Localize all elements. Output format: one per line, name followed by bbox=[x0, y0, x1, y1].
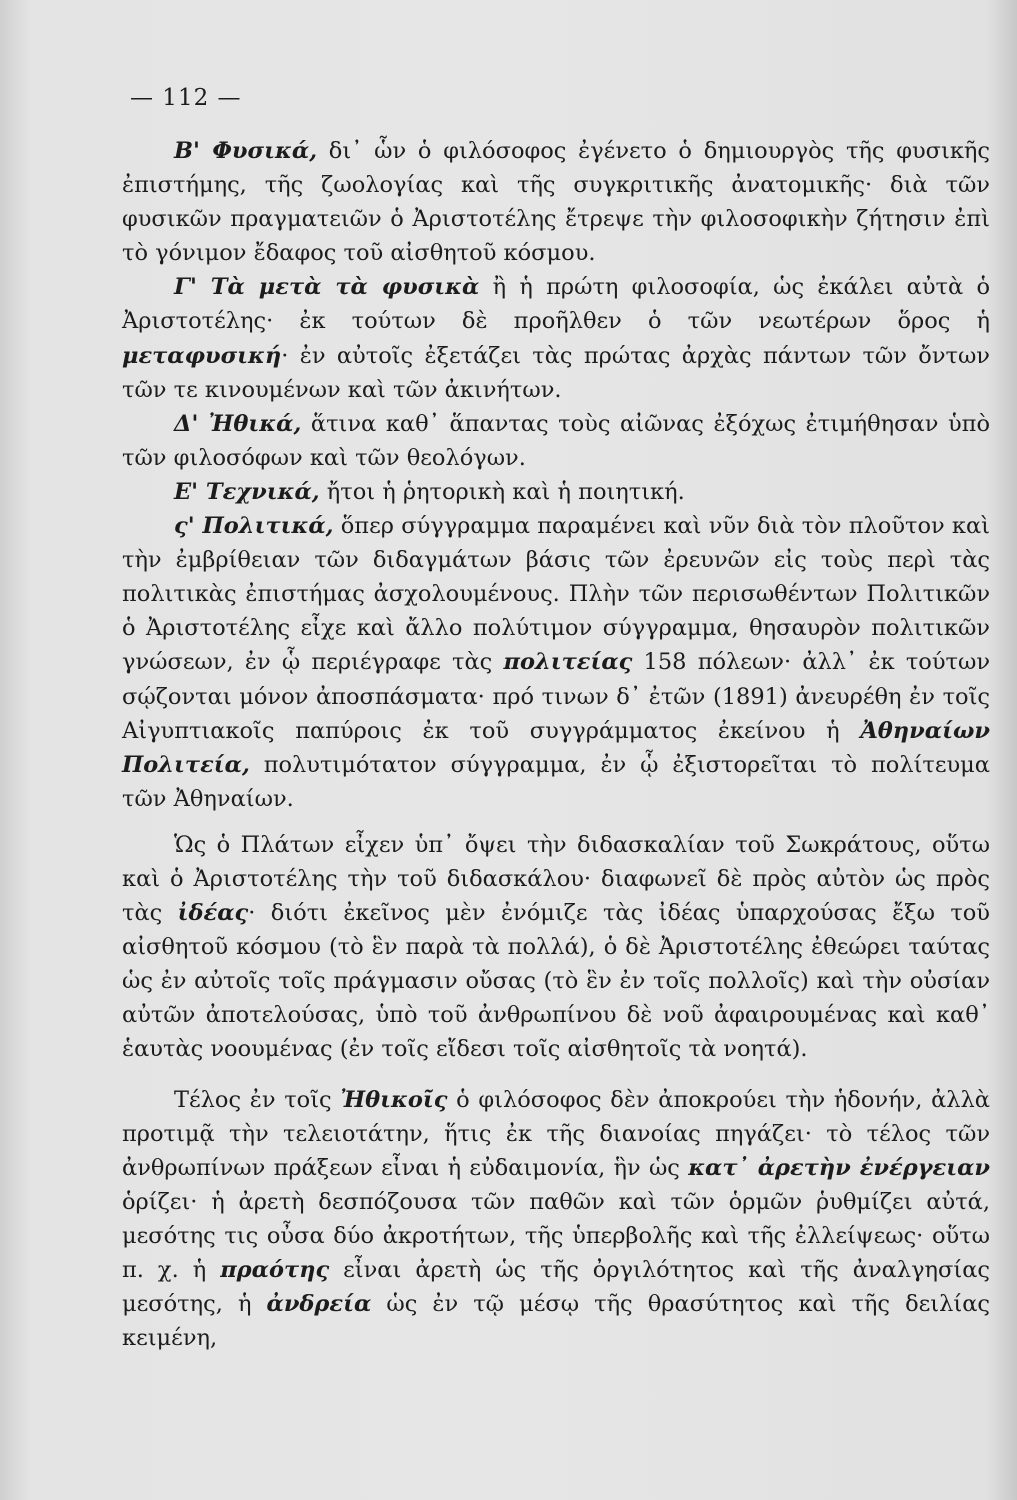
section-heading: Β' Φυσικά, bbox=[174, 138, 318, 164]
paragraph-text: ὡς ἐν τῷ μέσῳ τῆς θρασύτητος καὶ τῆς δειλίας κειμένη, bbox=[122, 1291, 990, 1352]
section-metaphysics bbox=[122, 270, 990, 406]
section-text: 158 πόλεων· ἀλλ᾽ ἐκ τούτων σῴζονται μόνον ἀποσπάσματα· πρό τινων δ᾽ ἐτῶν (1891) ἀνευρέθη ἐν τοῖς Αἰγυπτιακοῖς παπύροις ἐκ τοῦ συγγράμματος ἐκείνου ἡ bbox=[122, 649, 990, 744]
section-politics bbox=[122, 509, 990, 816]
section-heading: Δ' Ἠθικά, bbox=[174, 410, 302, 437]
paragraph-text: · διότι ἐκεῖνος μὲν ἐνόμιζε τὰς ἰδέας ὑπαρχούσας ἔξω τοῦ αἰσθητοῦ κόσμου (τὸ ἓν παρὰ τὰ πολλά), ὁ δὲ Ἀριστοτέλης ἐθεώρει ταύτας ὡς ἐν αὐτοῖς τοῖς πράγμασιν οὔσας (τὸ ἓν ἐν τοῖς πολλοῖς) καὶ τὴν οὐσίαν αὐτῶν ἀποτελούσας, ὑπὸ τοῦ ἀνθρωπίνου δὲ νοῦ ἀφαιρουμένας καὶ καθ᾽ ἑαυτὰς νοουμένας (ἐν τοῖς εἴδεσι τοῖς αἰσθητοῖς τὰ νοητά). bbox=[122, 900, 990, 1063]
section-physics bbox=[122, 134, 990, 270]
emphasized-term: πραότης bbox=[220, 1257, 330, 1283]
section-text: ἤτοι ἡ ῥητορικὴ καὶ ἡ ποιητική. bbox=[319, 478, 685, 505]
paragraph-text: ὁρίζει· ἡ ἀρετὴ δεσπόζουσα τῶν παθῶν καὶ τῶν ὁρμῶν ῥυθμίζει αὐτά, μεσότης τις οὖσα δύο ἀκροτήτων, τῆς ὑπερβολῆς καὶ τῆς ἐλλείψεως· οὕτω π. χ. ἡ bbox=[122, 1188, 990, 1283]
emphasized-term: κατ᾽ ἀρετὴν ἐνέργειαν bbox=[688, 1154, 991, 1181]
paragraph-text: ὁ φιλόσοφος δὲν ἀποκρούει τὴν ἡδονήν, ἀλλὰ προτιμᾷ τὴν τελειοτάτην, ἥτις ἐκ τῆς διανοίας πηγάζει· τὸ τέλος τῶν ἀνθρωπίνων πράξεων εἶναι ἡ εὐδαιμονία, ἣν ὡς bbox=[122, 1086, 990, 1181]
emphasized-term: μεταφυσική bbox=[122, 342, 282, 369]
section-text: δι᾽ ὧν ὁ φιλόσοφος ἐγένετο ὁ δημιουργὸς τῆς φυσικῆς ἐπιστήμης, τῆς ζωολογίας καὶ τῆς συγκριτικῆς ἀνατομικῆς· διὰ τῶν φυσικῶν πραγματειῶν ὁ Ἀριστοτέλης ἔτρεψε τὴν φιλοσοφικὴν ζήτησιν ἐπὶ τὸ γόνιμον ἔδαφος τοῦ αἰσθητοῦ κόσμου. bbox=[122, 138, 990, 267]
section-text: ἢ ἡ πρώτη φιλοσοφία, ὡς ἐκάλει αὐτὰ ὁ Ἀριστοτέλης· ἐκ τούτων δὲ προῆλθεν ὁ τῶν νεωτέρων ὅρος ἡ bbox=[122, 274, 990, 335]
section-text: ὅπερ σύγγραμμα παραμένει καὶ νῦν διὰ τὸν πλοῦτον καὶ τὴν ἐμβρίθειαν τῶν διδαγμάτων βάσις τῶν ἐρευνῶν εἰς τοὺς περὶ τὰς πολιτικὰς ἐπιστήμας ἀσχολουμένους. Πλὴν τῶν περισωθέντων Πολιτικῶν ὁ Ἀριστοτέλης εἶχε καὶ ἄλλο πολύτιμον σύγγραμμα, θησαυρὸν πολιτικῶν γνώσεων, ἐν ᾧ περιέγραφε τὰς bbox=[122, 513, 991, 676]
emphasized-term: Ἠθικοῖς bbox=[340, 1086, 448, 1113]
emphasized-term: ἀνδρεία bbox=[266, 1291, 372, 1318]
paragraph-text: Τέλος ἐν τοῖς bbox=[174, 1086, 341, 1113]
section-heading: Ε' Τεχνικά, bbox=[174, 478, 320, 505]
body-text bbox=[122, 134, 990, 1355]
page-number: — 112 — bbox=[130, 85, 242, 111]
emphasized-term: Ἀθηναίων Πολιτεία, bbox=[122, 717, 990, 778]
paragraph-text: εἶναι ἀρετὴ ὡς τῆς ὀργιλότητος καὶ τῆς ἀναλγησίας μεσότης, ἡ bbox=[122, 1257, 990, 1318]
section-text: ἅτινα καθ᾽ ἅπαντας τοὺς αἰῶνας ἐξόχως ἐτιμήθησαν ὑπὸ τῶν φιλοσόφων καὶ τῶν θεολόγων. bbox=[122, 410, 991, 471]
emphasized-term: ἰδέας bbox=[177, 900, 249, 927]
section-technical bbox=[122, 475, 990, 509]
section-heading: Γ' Τὰ μετὰ τὰ φυσικὰ bbox=[174, 274, 480, 301]
paragraph-ethics bbox=[122, 1083, 990, 1356]
emphasized-term: πολιτείας bbox=[503, 649, 633, 676]
section-ethics bbox=[122, 407, 990, 475]
section-text: · ἐν αὐτοῖς ἐξετάζει τὰς πρώτας ἀρχὰς πάντων τῶν ὄντων τῶν τε κινουμένων καὶ τῶν ἀκινήτων. bbox=[122, 342, 990, 403]
paragraph-text: Ὡς ὁ Πλάτων εἶχεν ὑπ᾽ ὄψει τὴν διδασκαλίαν τοῦ Σωκράτους, οὕτω καὶ ὁ Ἀριστοτέλης τὴν τοῦ διδασκάλου· διαφωνεῖ δὲ πρὸς αὐτὸν ὡς πρὸς τὰς bbox=[122, 831, 990, 927]
section-heading: ς' Πολιτικά, bbox=[174, 513, 334, 540]
paragraph-plato bbox=[122, 828, 990, 1067]
section-text: πολυτιμότατον σύγγραμμα, ἐν ᾧ ἐξιστορεῖται τὸ πολίτευμα τῶν Ἀθηναίων. bbox=[122, 751, 990, 812]
